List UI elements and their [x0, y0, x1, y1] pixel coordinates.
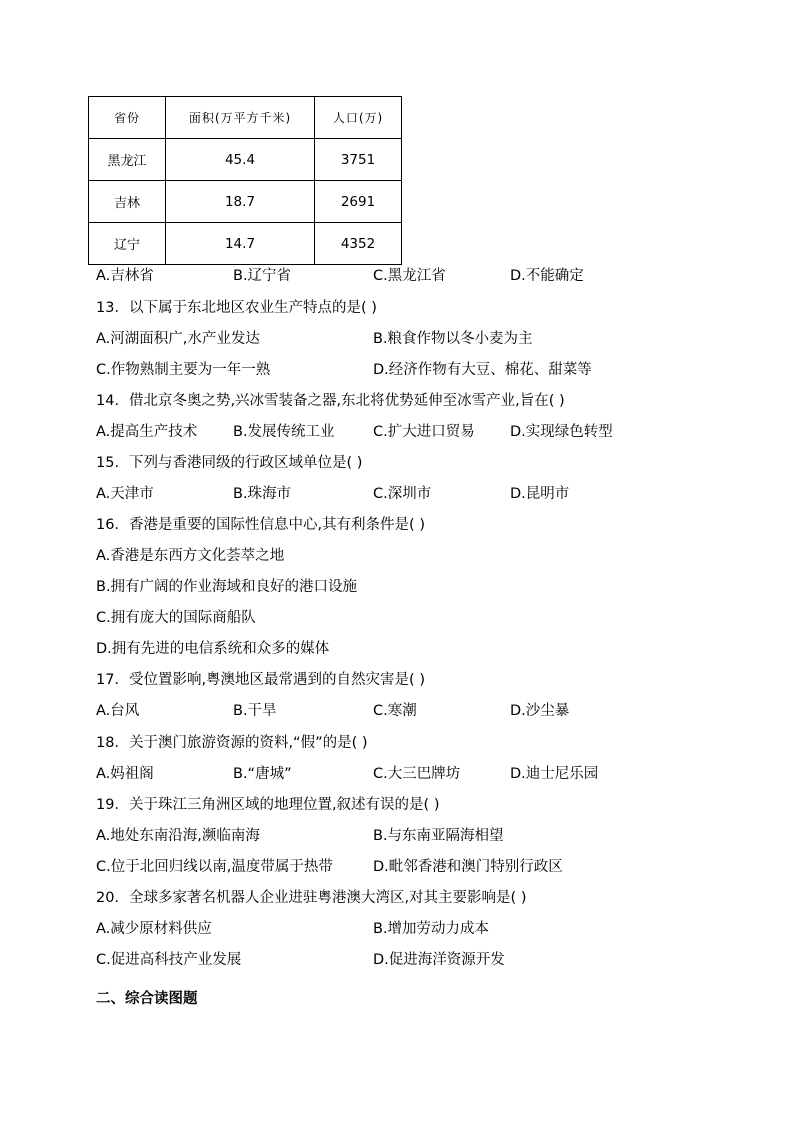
question-19-stem: 19．关于珠江三角洲区域的地理位置,叙述有误的是( ): [96, 797, 440, 813]
option-c[interactable]: C.寒潮: [373, 703, 417, 719]
table-cell: 黑龙江: [89, 139, 166, 181]
province-table: [88, 96, 402, 265]
table-row: [89, 181, 402, 223]
option-c[interactable]: C.大三巴牌坊: [373, 766, 461, 782]
table-cell: 4352: [315, 223, 402, 265]
table-header: 人口(万): [315, 97, 402, 139]
option-a[interactable]: A.天津市: [96, 486, 154, 502]
option-b[interactable]: B.干旱: [233, 703, 277, 719]
option-d[interactable]: D.实现绿色转型: [510, 424, 613, 440]
option-a[interactable]: A.香港是东西方文化荟萃之地: [96, 548, 285, 564]
option-a[interactable]: A.河湖面积广,水产业发达: [96, 331, 260, 347]
table-cell: 18.7: [166, 181, 315, 223]
option-a[interactable]: A.提高生产技术: [96, 424, 198, 440]
option-d[interactable]: D.迪士尼乐园: [510, 766, 599, 782]
option-b[interactable]: B.“唐城”: [233, 766, 292, 782]
table-header: 面积(万平方千米): [166, 97, 315, 139]
question-17-stem: 17．受位置影响,粤澳地区最常遇到的自然灾害是( ): [96, 672, 425, 688]
option-c[interactable]: C.作物熟制主要为一年一熟: [96, 362, 271, 378]
table-cell: 14.7: [166, 223, 315, 265]
option-b[interactable]: B.拥有广阔的作业海域和良好的港口设施: [96, 579, 358, 595]
option-b[interactable]: B.辽宁省: [233, 268, 292, 284]
option-d[interactable]: D.毗邻香港和澳门特别行政区: [373, 859, 563, 875]
option-c[interactable]: C.拥有庞大的国际商船队: [96, 610, 256, 626]
option-b[interactable]: B.粮食作物以冬小麦为主: [373, 331, 533, 347]
option-d[interactable]: D.拥有先进的电信系统和众多的媒体: [96, 641, 330, 657]
option-b[interactable]: B.珠海市: [233, 486, 292, 502]
table-header: 省份: [89, 97, 166, 139]
option-d[interactable]: D.促进海洋资源开发: [373, 952, 505, 968]
option-d[interactable]: D.经济作物有大豆、棉花、甜菜等: [373, 362, 592, 378]
option-a[interactable]: A.地处东南沿海,濒临南海: [96, 828, 260, 844]
table-cell: 45.4: [166, 139, 315, 181]
question-15-stem: 15．下列与香港同级的行政区域单位是( ): [96, 455, 363, 471]
option-c[interactable]: C.深圳市: [373, 486, 432, 502]
option-d[interactable]: D.沙尘暴: [510, 703, 570, 719]
option-d[interactable]: D.不能确定: [510, 268, 584, 284]
table-cell: 2691: [315, 181, 402, 223]
option-c[interactable]: C.促进高科技产业发展: [96, 952, 242, 968]
table-row: [89, 223, 402, 265]
section-heading: 二、综合读图题: [96, 991, 198, 1007]
option-b[interactable]: B.增加劳动力成本: [373, 921, 490, 937]
question-14-stem: 14．借北京冬奥之势,兴冰雪装备之器,东北将优势延伸至冰雪产业,旨在( ): [96, 393, 565, 409]
option-a[interactable]: A.台风: [96, 703, 140, 719]
table-cell: 3751: [315, 139, 402, 181]
option-d[interactable]: D.昆明市: [510, 486, 570, 502]
option-b[interactable]: B.发展传统工业: [233, 424, 335, 440]
question-18-stem: 18．关于澳门旅游资源的资料,“假”的是( ): [96, 735, 368, 751]
option-a[interactable]: A.妈祖阁: [96, 766, 154, 782]
table-cell: 辽宁: [89, 223, 166, 265]
table-row: [89, 139, 402, 181]
question-20-stem: 20．全球多家著名机器人企业进驻粤港澳大湾区,对其主要影响是( ): [96, 890, 527, 906]
table-cell: 吉林: [89, 181, 166, 223]
question-13-stem: 13．以下属于东北地区农业生产特点的是( ): [96, 300, 377, 316]
table-header-row: [89, 97, 402, 139]
option-a[interactable]: A.吉林省: [96, 268, 154, 284]
option-c[interactable]: C.位于北回归线以南,温度带属于热带: [96, 859, 333, 875]
option-b[interactable]: B.与东南亚隔海相望: [373, 828, 504, 844]
question-16-stem: 16．香港是重要的国际性信息中心,其有利条件是( ): [96, 517, 425, 533]
option-c[interactable]: C.扩大进口贸易: [373, 424, 475, 440]
option-c[interactable]: C.黑龙江省: [373, 268, 446, 284]
option-a[interactable]: A.减少原材料供应: [96, 921, 212, 937]
